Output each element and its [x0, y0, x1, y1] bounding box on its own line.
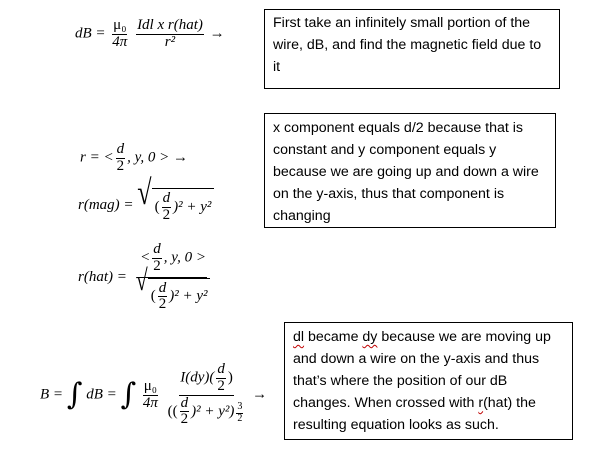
- equation-r-hat: r(hat) = < $\frac{d}{2}$ , y, 0 > √ ( $\frac{d}{2}$ )² + y²: [78, 242, 213, 313]
- arrow-icon: →: [209, 25, 225, 42]
- equation-r-mag: r(mag) = √ ( $\frac{d}{2}$ )² + y²: [78, 188, 214, 224]
- integral-icon: ∫: [120, 377, 137, 412]
- integral-icon: ∫: [66, 377, 83, 412]
- equation-r-vector: r = < $\frac{d}{2}$ , y, 0 > →: [80, 141, 189, 174]
- equation-db: [75, 18, 225, 51]
- equation-b-integral: B = ∫ dB = ∫ $\frac{\text{μ₀}}{4\pi}$ I(dy)( $\frac{d}{2}$ ) (( $\frac{d}{2}$ )² + y²) $\frac{3}{2}$ →: [40, 361, 268, 428]
- arrow-icon: →: [173, 149, 189, 166]
- note-components: x component equals d/2 because that is constant and y component equals y because we are going up and down a wire on the y-axis, thus that component is changing: [264, 113, 556, 228]
- arrow-icon: →: [252, 386, 268, 403]
- mu0-over-4pi: $\frac{\text{μ₀}}{4\pi}$: [112, 17, 128, 50]
- eq1-lhs: dB =: [75, 25, 106, 42]
- note-infinitesimal: First take an infinitely small portion of the wire, dB, and find the magnetic field due to it: [264, 9, 560, 89]
- note-dl-became-dy: dl became dy because we are moving up and down a wire on the y-axis and thus that’s where the position of our dB changes. When crossed with r(hat) the resulting equation looks as such.: [284, 322, 573, 440]
- biot-savart-fraction: $\frac{\text{Idl x r(hat)}}{\text{r²}}$: [137, 17, 203, 50]
